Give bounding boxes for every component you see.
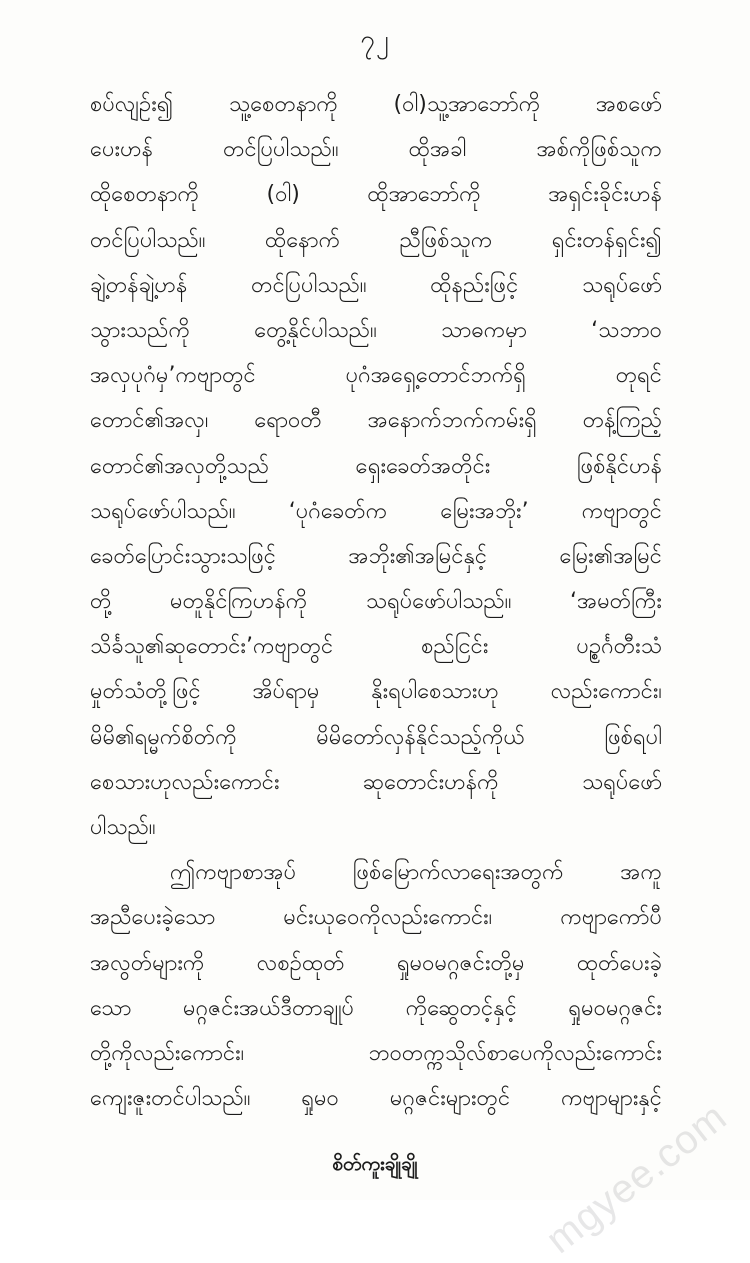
text-line: တို့ မတူနိုင်ကြဟန်ကို သရုပ်ဖော်ပါသည်။ ‘အမတ်ကြီး [90,589,662,615]
text-line: အလှပုဂံမှ’ကဗျာတွင် ပုဂံအရှေ့တောင်ဘက်ရှိ တုရင် [90,363,662,389]
text-line: သွားသည်ကို တွေ့နိုင်ပါသည်။ သာဓကမှာ ‘သဘာဝ [90,317,662,343]
text-line: မှုတ်သံတို့ဖြင့် အိပ်ရာမှ နိုးရပါစေသားဟု လည်းကောင်း၊ [90,679,662,705]
text-line: တောင်၏အလှ၊ ရောဝတီ အနောက်ဘက်ကမ်းရှိ တန့်ကြည့် [90,408,662,434]
text-line: ခေတ်ပြောင်းသွားသဖြင့် အဘိုး၏အမြင်နှင့် မြေး၏အမြင် [90,543,662,569]
text-line: မိမိ၏ရမ္မက်စိတ်ကို မိမိတော်လှန်နိုင်သည့်ကိုယ် ဖြစ်ရပါ [90,724,662,750]
text-line: ထိုစေတနာကို (ဝါ) ထိုအာဘော်ကို အရှင်းခိုင်းဟန် [90,182,662,208]
body-text [90,82,662,1121]
text-line: တင်ပြပါသည်။ ထိုနောက် ညီဖြစ်သူက ရှင်းတန်ရှင်း၍ [90,227,662,253]
text-line: ပါသည်။ [90,815,156,840]
text-line: တို့ကိုလည်းကောင်း၊ ဘဝတက္ကသိုလ်စာပေကိုလည်းကောင်း [90,1040,662,1066]
text-line: အညီပေးခဲ့သော မင်းယုဝေကိုလည်းကောင်း၊ ကဗျာကော်ပီ [90,905,662,931]
text-line: ဤကဗျာစာအုပ် ဖြစ်မြောက်လာရေးအတွက် အကူ [170,860,662,886]
text-line: စပ်လျဉ်း၍ သူ့စေတနာကို (ဝါ)သူ့အာဘော်ကို အစဖော် [90,92,662,117]
text-line: ကျေးဇူးတင်ပါသည်။ ရှုမဝ မဂ္ဂဇင်းများတွင် ကဗျာများနှင့် [90,1086,662,1112]
text-line: အလွတ်များကို လစဉ်ထုတ် ရှုမဝမဂ္ဂဇင်းတို့မှ ထုတ်ပေးခဲ့ [90,950,662,976]
watermark: mgyee.com [538,1094,736,1263]
text-line: သရုပ်ဖော်ပါသည်။ ‘ပုဂံခေတ်က မြေးအဘိုး’ ကဗျာတွင် [90,498,662,524]
text-line: ချဲ့တန်ချဲ့ဟန် တင်ပြပါသည်။ ထိုနည်းဖြင့် သရုပ်ဖော် [90,272,662,298]
text-line: တောင်၏အလှတို့သည် ရှေးခေတ်အတိုင်း ဖြစ်နိုင်ဟန် [90,453,662,479]
running-footer: စိတ်ကူးချိုချို [332,1153,418,1175]
text-line: ပေးဟန် တင်ပြပါသည်။ ထိုအခါ အစ်ကိုဖြစ်သူက [90,137,662,163]
text-line: သော မဂ္ဂဇင်းအယ်ဒီတာချုပ် ကိုဆွေတင့်နှင့် ရှုမဝမဂ္ဂဇင်း [90,995,662,1021]
text-line: သိင်္ခသူ၏ဆုတောင်း’ကဗျာတွင် စည်ငြင်း ပဉ္စင်္ဂတီးသံ [90,634,662,660]
text-line: စေသားဟုလည်းကောင်း ဆုတောင်းဟန်ကို သရုပ်ဖော် [90,769,662,795]
page-number: ၇၂ [360,25,390,55]
